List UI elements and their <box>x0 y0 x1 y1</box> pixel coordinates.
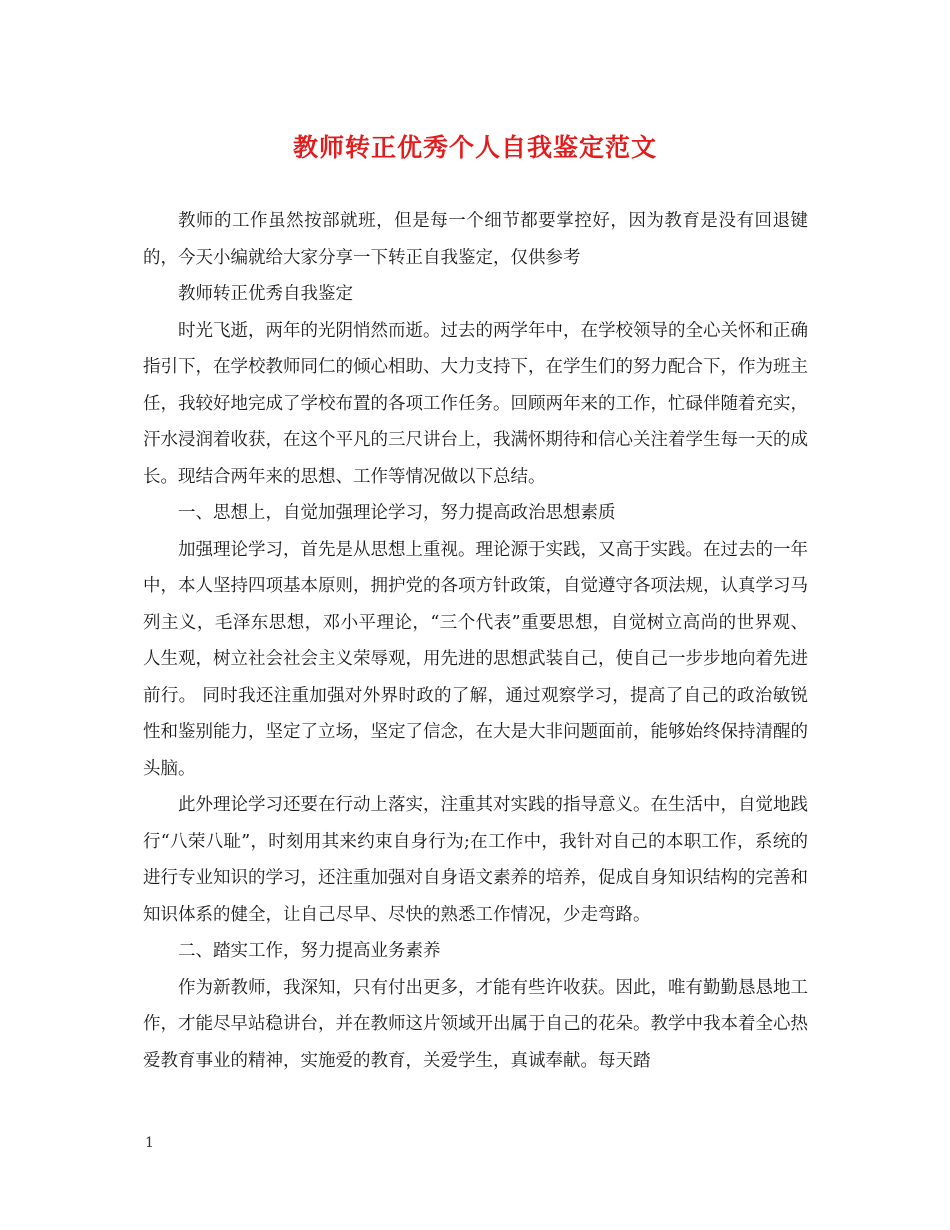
subheading: 教师转正优秀自我鉴定 <box>178 284 353 304</box>
document-title: 教师转正优秀个人自我鉴定范文 <box>292 133 657 162</box>
section-heading-2: 二、踏实工作，努力提高业务素养 <box>178 941 441 961</box>
section-heading-1: 一、思想上，自觉加强理论学习，努力提高政治思想素质 <box>178 503 616 523</box>
page-number: 1 <box>145 1135 154 1151</box>
document-body <box>143 203 808 1079</box>
body-paragraph: 此外理论学习还要在行动上落实，注重其对实践的指导意义。在生活中，自觉地践行“八荣八耻”，时刻用其来约束自身行为;在工作中，我针对自己的本职工作，系统的进行专业知识的学习，还注重加强对自身语文素养的培养，促成自身知识结构的完善和知识体系的健全，让自己尽早、尽快的熟悉工作情况，少走弯路。 <box>143 795 808 925</box>
intro-paragraph: 教师的工作虽然按部就班，但是每一个细节都要掌控好，因为教育是没有回退键的，今天小编就给大家分享一下转正自我鉴定，仅供参考 <box>143 211 808 268</box>
body-paragraph: 加强理论学习，首先是从思想上重视。理论源于实践，又高于实践。在过去的一年中，本人坚持四项基本原则，拥护党的各项方针政策，自觉遵守各项法规，认真学习马列主义，毛泽东思想，邓小平理论，“三个代表”重要思想，自觉树立高尚的世界观、人生观，树立社会社会主义荣辱观，用先进的思想武装自己，使自己一步步地向着先进前行。 同时我还注重加强对外界时政的了解，通过观察学习，提高了自己的政治敏锐性和鉴别能力，坚定了立场，坚定了信念，在大是大非问题面前，能够始终保持清醒的头脑。 <box>143 539 808 779</box>
body-paragraph: 作为新教师，我深知，只有付出更多，才能有些许收获。因此，唯有勤勤恳恳地工作，才能尽早站稳讲台，并在教师这片领域开出属于自己的花朵。教学中我本着全心热爱教育事业的精神，实施爱的教育，关爱学生，真诚奉献。每天踏 <box>143 977 808 1071</box>
body-paragraph: 时光飞逝，两年的光阴悄然而逝。过去的两学年中，在学校领导的全心关怀和正确指引下，在学校教师同仁的倾心相助、大力支持下，在学生们的努力配合下，作为班主任，我较好地完成了学校布置的各项工作任务。回顾两年来的工作，忙碌伴随着充实，汗水浸润着收获，在这个平凡的三尺讲台上，我满怀期待和信心关注着学生每一天的成长。现结合两年来的思想、工作等情况做以下总结。 <box>143 320 808 487</box>
